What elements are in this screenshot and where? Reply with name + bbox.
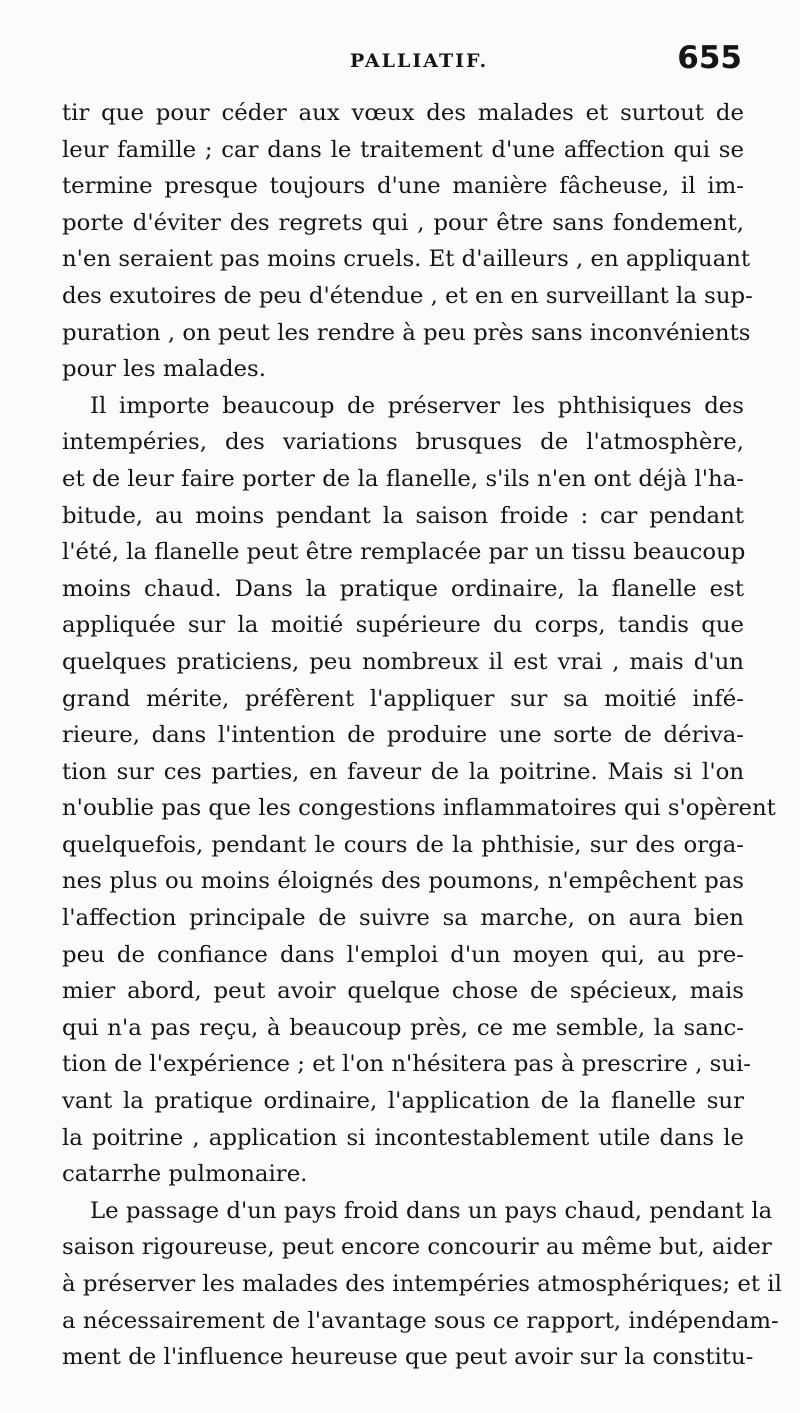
text-line: saison rigoureuse, peut encore concourir au même but, aider (62, 1234, 772, 1261)
text-line: quelques praticiens, peu nombreux il est vrai , mais d'un (62, 648, 744, 675)
text-line: moins chaud. Dans la pratique ordinaire, la flanelle est (62, 575, 744, 602)
text-line: a nécessairement de l'avantage sous ce rapport, indépendam- (62, 1307, 779, 1334)
text-line: catarrhe pulmonaire. (62, 1161, 308, 1188)
text-line: tion sur ces parties, en faveur de la poitrine. Mais si l'on (62, 758, 744, 785)
text-line: bitude, au moins pendant la saison froide : car pendant (62, 502, 744, 529)
text-line: ment de l'influence heureuse que peut avoir sur la constitu- (62, 1344, 754, 1371)
text-line: appliquée sur la moitié supérieure du corps, tandis que (62, 612, 744, 639)
running-head (60, 40, 742, 80)
text-line: n'en seraient pas moins cruels. Et d'ailleurs , en appliquant (62, 246, 751, 273)
text-line: Il importe beaucoup de préserver les phthisiques des (90, 392, 744, 419)
text-line: Le passage d'un pays froid dans un pays chaud, pendant la (90, 1197, 773, 1224)
text-line: et de leur faire porter de la flanelle, s'ils n'en ont déjà l'ha- (62, 465, 744, 492)
text-line: nes plus ou moins éloignés des poumons, n'empêchent pas (62, 868, 744, 895)
text-line: intempéries, des variations brusques de l'atmosphère, (62, 429, 744, 456)
text-line: l'affection principale de suivre sa marche, on aura bien (62, 905, 744, 932)
body-text (62, 95, 782, 1376)
text-line: l'été, la flanelle peut être remplacée par un tissu beaucoup (62, 539, 746, 566)
text-line: à préserver les malades des intempéries atmosphériques; et il (62, 1271, 782, 1297)
text-line: mier abord, peut avoir quelque chose de spécieux, mais (62, 978, 744, 1005)
page-number: 655 (677, 40, 742, 76)
text-line: grand mérite, préfèrent l'appliquer sur sa moitié infé- (62, 685, 744, 712)
text-line: porte d'éviter des regrets qui , pour être sans fondement, (62, 209, 744, 236)
text-line: tion de l'expérience ; et l'on n'hésitera pas à prescrire , sui- (62, 1051, 751, 1078)
text-line: pour les malades. (62, 356, 266, 383)
text-line: n'oublie pas que les congestions inflammatoires qui s'opèrent (62, 795, 776, 822)
text-line: leur famille ; car dans le traitement d'une affection qui se (62, 136, 744, 163)
text-line: puration , on peut les rendre à peu près sans inconvénients (62, 319, 751, 346)
text-line: peu de confiance dans l'emploi d'un moyen qui, au pre- (62, 941, 744, 968)
text-line: termine presque toujours d'une manière fâcheuse, il im- (62, 173, 744, 200)
text-line: tir que pour céder aux vœux des malades et surtout de (62, 100, 744, 126)
text-line: quelquefois, pendant le cours de la phthisie, sur des orga- (62, 831, 744, 858)
text-line: des exutoires de peu d'étendue , et en en surveillant la sup- (62, 282, 753, 309)
text-line: rieure, dans l'intention de produire une sorte de dériva- (62, 722, 744, 749)
text-line: qui n'a pas reçu, à beaucoup près, ce me semble, la sanc- (62, 1014, 744, 1041)
text-line: vant la pratique ordinaire, l'application de la flanelle sur (62, 1088, 744, 1115)
text-line: la poitrine , application si incontestablement utile dans le (62, 1124, 744, 1151)
running-head-title: PALLIATIF. (350, 50, 489, 72)
